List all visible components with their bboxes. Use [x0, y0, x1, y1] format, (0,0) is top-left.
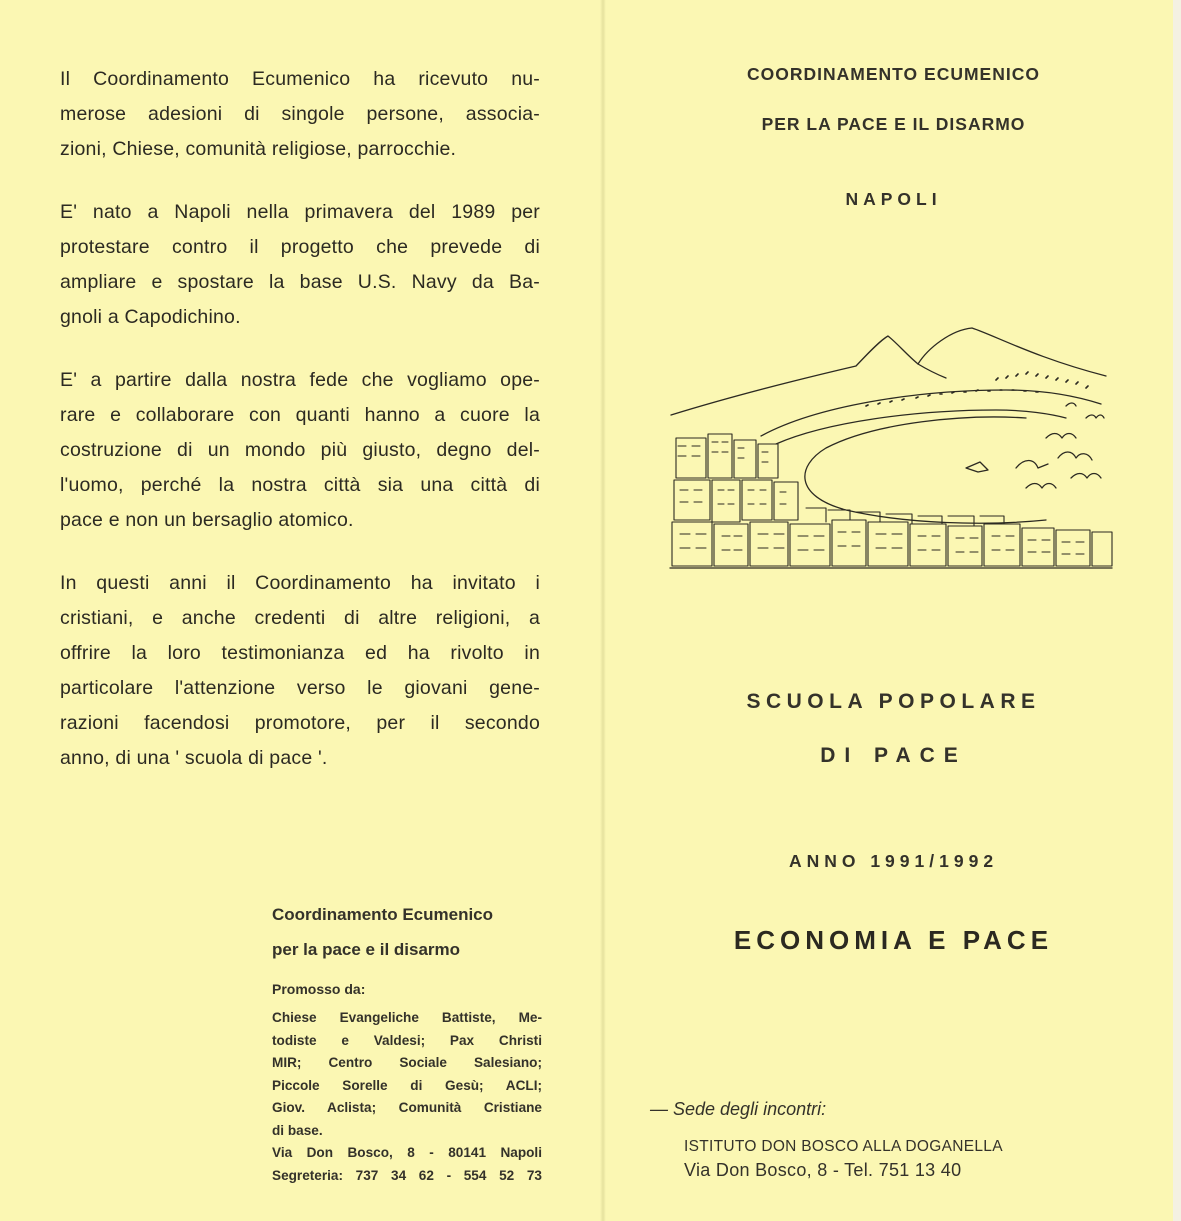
venue-address: Via Don Bosco, 8 - Tel. 751 13 40 — [684, 1160, 962, 1180]
paragraph-1: Il Coordinamento Ecumenico ha ricevuto nu- merose adesioni di singole persone, associa- zioni, Chiese, comunità religiose, parrocchie. — [60, 68, 540, 160]
city-name: NAPOLI — [845, 189, 942, 209]
address-line: Via Don Bosco, 8 - 80141 Napoli — [272, 1145, 542, 1160]
bay-of-naples-sketch-icon — [666, 318, 1116, 578]
org-title-line1: COORDINAMENTO ECUMENICO — [747, 64, 1040, 84]
fold-line — [600, 0, 606, 1221]
signature-title-1: Coordinamento Ecumenico — [272, 905, 494, 924]
paper-edge — [1173, 0, 1181, 1221]
paragraph-3: E' a partire dalla nostra fede che vogliamo ope- rare e collaborare con quanti hanno a cuore la costruzione di un mondo più giusto, degno del- l'uomo, perché la nostra città sia una città di pace e non un bersaglio atomico. — [60, 369, 540, 531]
venue-name: ISTITUTO DON BOSCO ALLA DOGANELLA — [684, 1138, 1003, 1155]
paragraph-2: E' nato a Napoli nella primavera del 1989 per protestare contro il progetto che prevede di ampliare e spostare la base U.S. Navy da Ba- gnoli a Capodichino. — [60, 201, 540, 328]
promoters-list: Chiese Evangeliche Battiste, Me- todiste e Valdesi; Pax Christi MIR; Centro Sociale Salesiano; Piccole Sorelle di Gesù; ACLI; Giov. Aclista; Comunità Cristiane di base. Via Don Bosco, 8 - 80141 Napoli Segreteria: 737 34 62 - 554 52 73 — [272, 1007, 542, 1187]
venue-label: — Sede degli incontri: — [650, 1099, 827, 1119]
signature-title-2: per la pace e il disarmo — [272, 940, 461, 959]
paragraph-4: In questi anni il Coordinamento ha invitato i cristiani, e anche credenti di altre religioni, a offrire la loro testimonianza ed ha rivolto in particolare l'attenzione verso le giovani gene- razioni facendosi promotore, per il secondo anno, di una ' scuola di pace '. — [60, 572, 540, 769]
school-title-line2: DI PACE — [820, 744, 967, 767]
secretariat-line: Segreteria: 737 34 62 - 554 52 73 — [272, 1167, 542, 1183]
academic-year: ANNO 1991/1992 — [788, 851, 999, 871]
org-title-line2: PER LA PACE E IL DISARMO — [761, 114, 1026, 134]
left-panel-text — [60, 62, 540, 804]
promoted-label: Promosso da: — [272, 981, 366, 997]
course-theme: ECONOMIA E PACE — [733, 925, 1054, 955]
signature-block — [272, 897, 542, 1187]
school-title-line1: SCUOLA POPOLARE — [746, 690, 1041, 713]
